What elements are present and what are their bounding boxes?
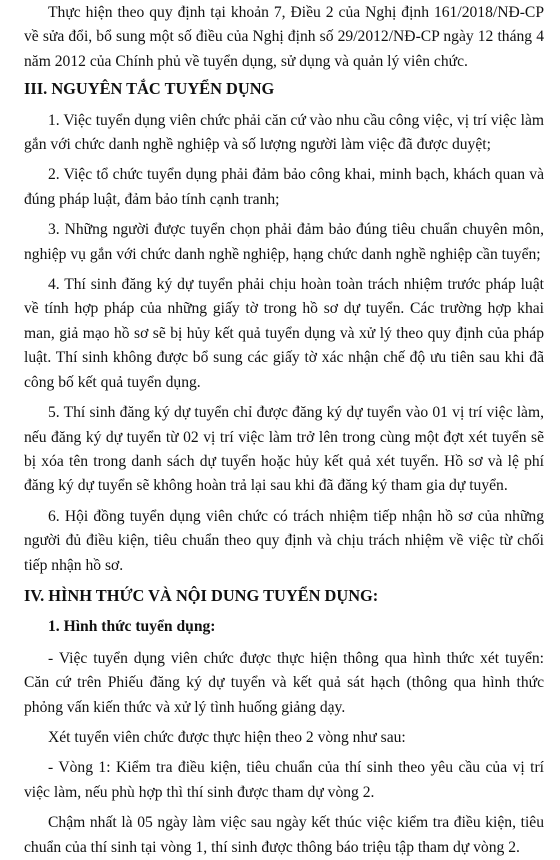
form-paragraph-3: - Vòng 1: Kiểm tra điều kiện, tiêu chuẩn của thí sinh theo yêu cầu của vị trí việc làm, nếu phù hợp thì thí sinh được tham dự vòng 2. (24, 759, 544, 801)
form-paragraph-1: - Việc tuyển dụng viên chức được thực hiện thông qua hình thức xét tuyển: Căn cứ trên Phiếu đăng ký dự tuyển và kết quả sát hạch (thông qua hình thức phỏng vấn kiến thức và xử lý tình huống giảng dạy. (24, 649, 544, 716)
intro-paragraph: Thực hiện theo quy định tại khoản 7, Điều 2 của Nghị định 161/2018/NĐ-CP về sửa đổi, bổ sung một số điều của Nghị định số 29/2012/NĐ-CP ngày 12 tháng 4 năm 2012 của Chính phủ về tuyển dụng, sử dụng và quản lý viên chức. (24, 4, 544, 70)
principle-item-4: 4. Thí sinh đăng ký dự tuyển phải chịu hoàn toàn trách nhiệm trước pháp luật về tính hợp pháp của những giấy tờ trong hồ sơ dự tuyển. Các trường hợp khai man, giả mạo hồ sơ sẽ bị hủy kết quả tuyển dụng và xử lý theo quy định của pháp luật. Thí sinh không được bổ sung các giấy tờ xác nhận chế độ ưu tiên sau khi đã công bố kết quả tuyển dụng. (24, 276, 544, 391)
principle-item-6: 6. Hội đồng tuyển dụng viên chức có trách nhiệm tiếp nhận hồ sơ của những người đủ điều kiện, tiêu chuẩn theo quy định và chịu trách nhiệm về việc từ chối tiếp nhận hồ sơ. (24, 507, 544, 574)
section-heading-form-content: IV. HÌNH THỨC VÀ NỘI DUNG TUYỂN DỤNG: (24, 585, 379, 605)
form-paragraph-2: Xét tuyển viên chức được thực hiện theo 2 vòng như sau: (48, 728, 406, 746)
principle-item-3: 3. Những người được tuyển chọn phải đảm bảo đúng tiêu chuẩn chuyên môn, nghiệp vụ gắn với chức danh nghề nghiệp, hạng chức danh nghề nghiệp cần tuyển; (24, 221, 544, 263)
form-paragraph-4: Chậm nhất là 05 ngày làm việc sau ngày kết thúc việc kiểm tra điều kiện, tiêu chuẩn của thí sinh tại vòng 1, thí sinh được thông báo triệu tập tham dự vòng 2. (24, 814, 544, 856)
principle-item-5: 5. Thí sinh đăng ký dự tuyển chỉ được đăng ký dự tuyển vào 01 vị trí việc làm, nếu đăng ký dự tuyển từ 02 vị trí việc làm trở lên trong cùng một đợt xét tuyển sẽ bị xóa tên trong danh sách dự tuyển hoặc hủy kết quả xét tuyển. Hồ sơ và lệ phí đăng ký dự tuyển sẽ không hoàn trả lại sau khi đã đăng ký tham gia dự tuyển. (24, 404, 544, 495)
principle-item-1: 1. Việc tuyển dụng viên chức phải căn cứ vào nhu cầu công việc, vị trí việc làm gắn với chức danh nghề nghiệp và số lượng người làm việc đã được duyệt; (24, 111, 544, 154)
section-heading-principles: III. NGUYÊN TẮC TUYỂN DỤNG (24, 79, 275, 99)
subheading-recruitment-form: 1. Hình thức tuyển dụng: (48, 618, 216, 636)
document-page (0, 1, 560, 856)
principle-item-2: 2. Việc tổ chức tuyển dụng phải đảm bảo công khai, minh bạch, khách quan và đúng pháp luật, đảm bảo tính cạnh tranh; (24, 166, 544, 208)
